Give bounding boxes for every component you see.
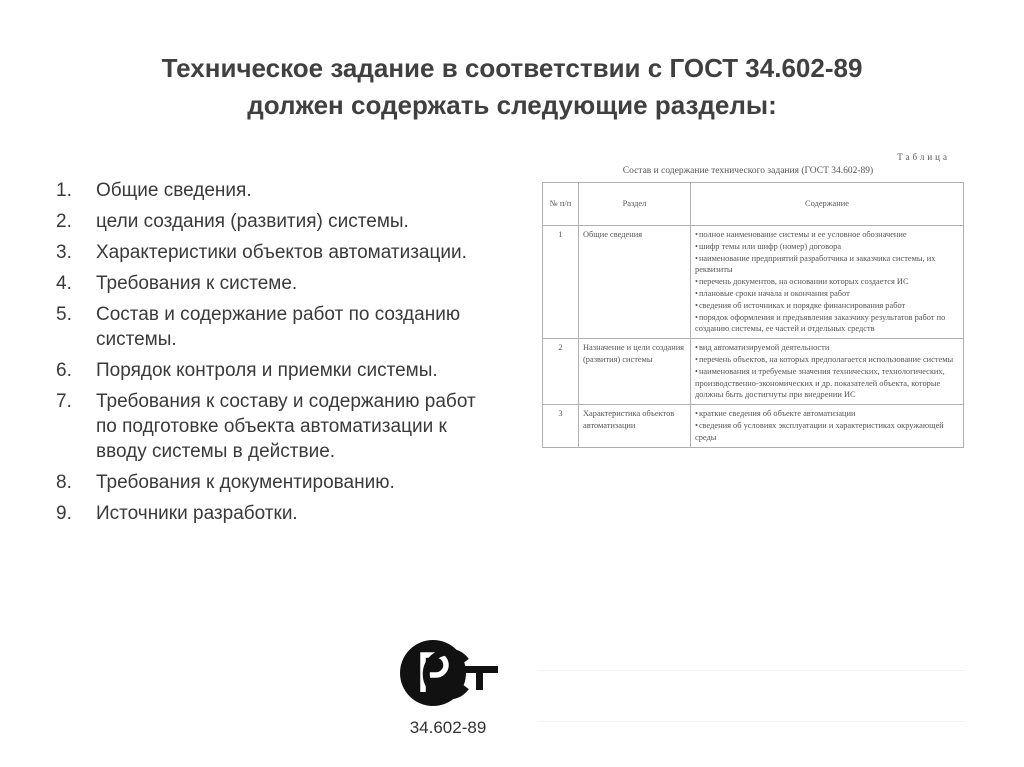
content-item: • полное наименование системы и ее условное обозначение	[695, 229, 959, 241]
item-text: Требования к системе.	[96, 273, 298, 294]
slide-title	[60, 50, 964, 124]
item-number: 5.	[56, 304, 72, 325]
row-section: Общие сведения	[579, 226, 691, 339]
content-item: • плановые сроки начала и окончания работ	[695, 288, 959, 300]
content-item: • перечень документов, на основании которых создается ИС	[695, 276, 959, 288]
gost-table-scan	[538, 152, 964, 610]
item-number: 6.	[56, 360, 72, 381]
table-caption: Состав и содержание технического задания (ГОСТ 34.602-89)	[622, 166, 874, 176]
header-content: Содержание	[691, 183, 964, 226]
item-number: 9.	[56, 503, 72, 524]
content-item: • вид автоматизируемой деятельности	[695, 342, 959, 354]
list-item	[56, 389, 496, 464]
list-item	[56, 302, 496, 352]
row-content	[691, 339, 964, 405]
content-item: • наименования и требуемые значения технических, технологических, производственно-экономических и др. показателей объекта, которые должны быть достигнуты при внедрении ИС	[695, 366, 959, 401]
row-section: Характеристика объектов автоматизации	[579, 405, 691, 447]
item-text: Требования к документированию.	[96, 472, 395, 493]
content-item: • сведения об источниках и порядке финансирования работ	[695, 300, 959, 312]
item-text: Требования к составу и содержанию работ по подготовке объекта автоматизации к вводу системы в действие.	[96, 391, 476, 462]
row-num: 3	[543, 405, 579, 447]
row-num: 2	[543, 339, 579, 405]
slide-title-line-2: должен содержать следующие разделы:	[247, 90, 777, 120]
table-label: Таблица	[897, 152, 950, 162]
content-item: • перечень объектов, на которых предполагается использование системы	[695, 354, 959, 366]
table-row	[543, 405, 964, 447]
item-text: цели создания (развития) системы.	[96, 211, 409, 232]
logo-code: 34.602-89	[409, 718, 487, 737]
content-item: • краткие сведения об объекте автоматизации	[695, 408, 959, 420]
header-section: Раздел	[579, 183, 691, 226]
content-item: • сведения об условиях эксплуатации и характеристиках окружающей среды	[695, 420, 959, 444]
table-header-row	[543, 183, 964, 226]
row-num: 1	[543, 226, 579, 339]
content-table	[542, 182, 964, 448]
item-number: 2.	[56, 211, 72, 232]
item-text: Характеристики объектов автоматизации.	[96, 242, 467, 263]
header-num: № п/п	[543, 183, 579, 226]
content-item: • порядок оформления и предъявления заказчику результатов работ по созданию системы, ее частей и отдельных средств	[695, 312, 959, 336]
item-text: Порядок контроля и приемки системы.	[96, 360, 438, 381]
list-item	[56, 209, 496, 234]
item-number: 7.	[56, 391, 72, 412]
list-item	[56, 501, 496, 526]
list-item	[56, 271, 496, 296]
list-item	[56, 240, 496, 265]
sections-list	[56, 178, 496, 532]
item-number: 1.	[56, 180, 72, 201]
row-section: Назначение и цели создания (развития) системы	[579, 339, 691, 405]
item-text: Общие сведения.	[96, 180, 252, 201]
rst-logo-icon	[396, 636, 500, 710]
table-reflection	[538, 612, 964, 722]
item-text: Источники разработки.	[96, 503, 298, 524]
item-text: Состав и содержание работ по созданию системы.	[96, 304, 461, 350]
list-item	[56, 358, 496, 383]
row-content	[691, 405, 964, 447]
content-item: • шифр темы или шифр (номер) договора	[695, 241, 959, 253]
item-number: 8.	[56, 472, 72, 493]
row-content	[691, 226, 964, 339]
item-number: 4.	[56, 273, 72, 294]
item-number: 3.	[56, 242, 72, 263]
slide-title-line-1: Техническое задание в соответствии с ГОСТ 34.602-89	[161, 53, 863, 83]
content-item: • наименование предприятий разработчика и заказчика системы, их реквизиты	[695, 253, 959, 277]
table-row	[543, 339, 964, 405]
table-row	[543, 226, 964, 339]
list-item	[56, 470, 496, 495]
list-item	[56, 178, 496, 203]
